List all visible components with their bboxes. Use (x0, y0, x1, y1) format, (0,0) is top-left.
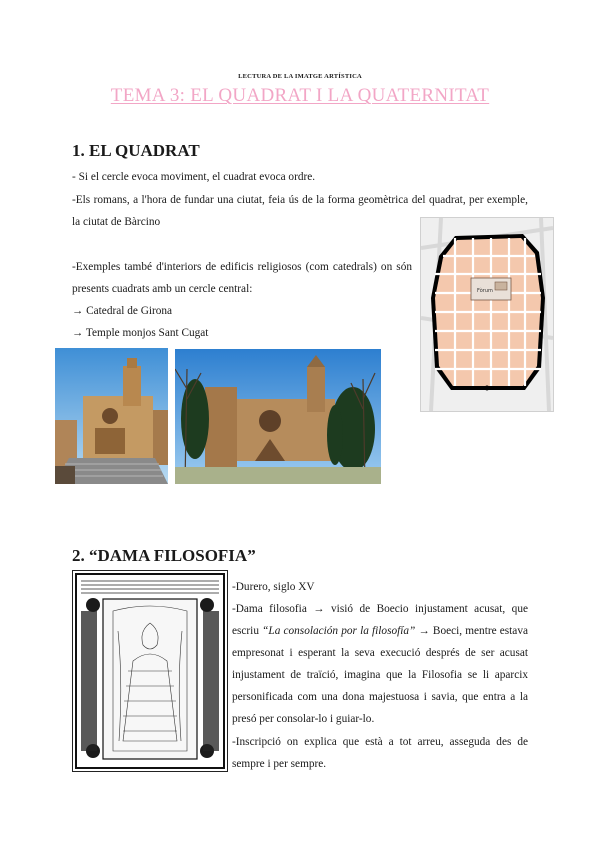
dama-filosofia-woodcut (72, 570, 228, 772)
paragraph-dama-text-1: -Dama filosofia → visió de Boecio injustament acusat, que escriu (232, 603, 528, 637)
map-illustration (421, 218, 553, 411)
paragraph-exemples: -Exemples també d'interiors de edificis religiosos (com catedrals) on són presents cuadrats amb un cercle central: (72, 261, 412, 295)
paragraph-dama-text-2: → Boeci, mentre estava empresonat i esperant la seva execució després de ser acusat injustament de traïció, imagina que la Filosofia se li aparcix personificada com una dona majestuosa i savia, que entra a la presó per consolar-lo i guiar-lo. (232, 625, 528, 725)
paragraph-durero: -Durero, siglo XV (232, 581, 315, 593)
barcino-map (420, 217, 554, 412)
paragraph-romans: -Els romans, a l'hora de fundar una ciutat, feia ús de la forma geomètrica del quadrat, per exemple, la ciutat de Bàrcino (72, 194, 528, 228)
sant-cugat-photo (175, 349, 381, 484)
section-heading-quadrat: 1. EL QUADRAT (72, 141, 200, 160)
paragraph-cercle: - Si el cercle evoca moviment, el cuadrat evoca ordre. (72, 171, 316, 183)
header-kicker: LECTURA DE LA IMATGE ARTÍSTICA (238, 73, 362, 80)
girona-cathedral-photo (55, 348, 168, 484)
section-heading-dama-filosofia: 2. “DAMA FILOSOFIA” (72, 546, 256, 565)
book-title: “La consolación por la filosofía” (262, 625, 416, 637)
list-item: → Catedral de Girona (72, 305, 173, 317)
paragraph-inscripcio: -Inscripció on explica que està a tot arreu, asseguda des de sempre i per sempre. (232, 736, 528, 770)
paragraph-dama-filosofia (232, 598, 528, 730)
list-item: → Temple monjos Sant Cugat (72, 327, 209, 339)
map-forum-label: Fòrum (477, 288, 493, 294)
page-title: TEMA 3: EL QUADRAT I LA QUATERNITAT (110, 85, 490, 106)
